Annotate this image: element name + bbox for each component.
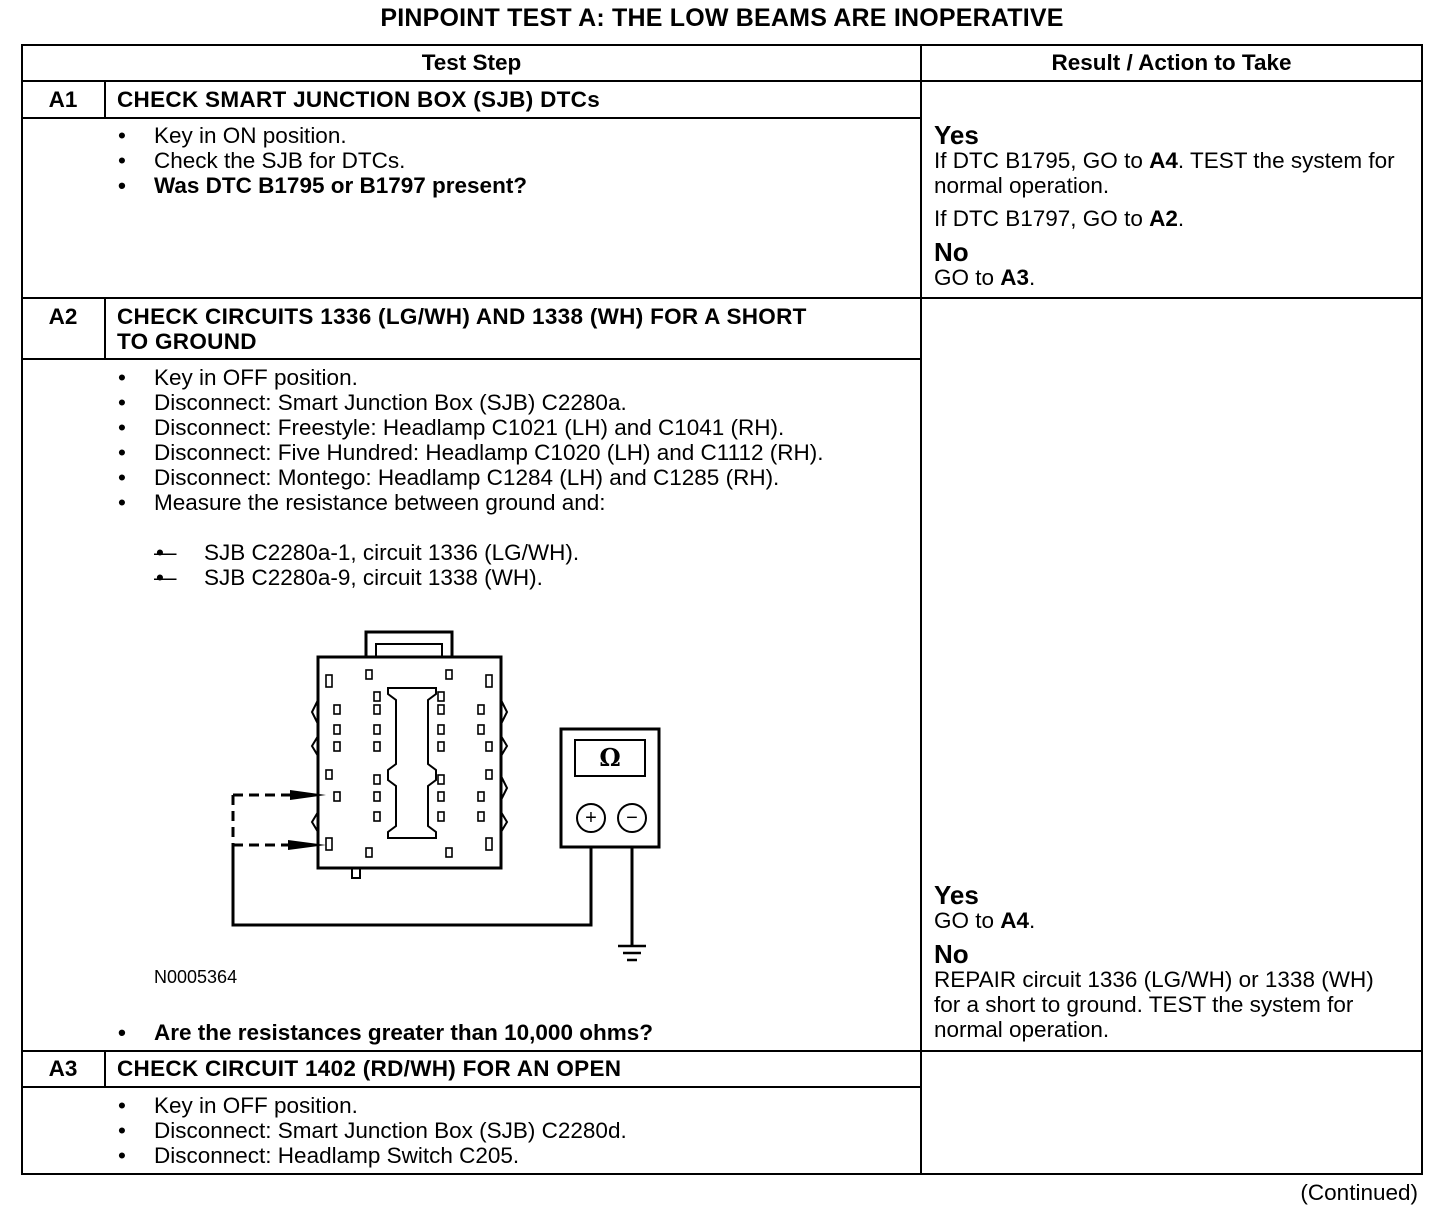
list-item: • Disconnect: Smart Junction Box (SJB) C2280a. (116, 390, 876, 415)
step-id-a3: A3 (48, 1056, 78, 1081)
row-divider (21, 297, 1423, 299)
step-id-divider (104, 80, 106, 118)
step-id-divider (104, 297, 106, 359)
step-a2-question (116, 1020, 653, 1045)
result-a2 (934, 882, 1404, 1042)
step-id-divider (104, 1050, 106, 1087)
sub-list-item: • — SJB C2280a-1, circuit 1336 (LG/WH). (154, 540, 579, 565)
step-a2-subitems (154, 540, 579, 590)
result-a1 (934, 122, 1404, 290)
list-item: • Disconnect: Freestyle: Headlamp C1021 (LH) and C1041 (RH). (116, 415, 876, 440)
step-heading-a1: CHECK SMART JUNCTION BOX (SJB) DTCs (117, 87, 601, 112)
list-item: • Key in OFF position. (116, 365, 876, 390)
no-label: No (934, 939, 969, 969)
sub-list-item: • — SJB C2280a-9, circuit 1338 (WH). (154, 565, 579, 590)
row-divider (21, 1050, 1423, 1052)
step-heading-a2-line1: CHECK CIRCUITS 1336 (LG/WH) AND 1338 (WH) FOR A SHORT (117, 304, 807, 329)
list-item: • Check the SJB for DTCs. (116, 148, 527, 173)
meter-minus-terminal: − (626, 807, 638, 829)
step-a3-instructions (116, 1093, 627, 1168)
column-header-result: Result / Action to Take (1051, 50, 1292, 75)
continued-note: (Continued) (1300, 1180, 1418, 1205)
column-divider (920, 44, 922, 1175)
step-heading-underline (21, 358, 922, 360)
list-item: • Disconnect: Montego: Headlamp C1284 (LH) and C1285 (RH). (116, 465, 876, 490)
no-action: GO to A3. (934, 265, 1036, 290)
step-a1-instructions (116, 123, 527, 198)
figure-id: N0005364 (154, 967, 238, 987)
yes-label: Yes (934, 120, 979, 150)
step-heading-underline (21, 117, 922, 119)
list-item-question: • Are the resistances greater than 10,000 ohms? (116, 1020, 653, 1045)
step-heading-underline (21, 1086, 922, 1088)
step-id-a2: A2 (48, 304, 78, 329)
yes-label: Yes (934, 880, 979, 910)
list-item: • Key in ON position. (116, 123, 527, 148)
list-item: • Key in OFF position. (116, 1093, 627, 1118)
step-heading-a2-line2: TO GROUND (117, 329, 257, 354)
meter-plus-terminal: + (585, 807, 597, 829)
yes-action-1: If DTC B1795, GO to A4. TEST the system for normal operation. (934, 148, 1395, 198)
list-item: • Disconnect: Headlamp Switch C205. (116, 1143, 627, 1168)
yes-action: GO to A4. (934, 908, 1036, 933)
list-item: • Measure the resistance between ground and: (116, 490, 876, 515)
connector-resistance-diagram (220, 622, 680, 972)
list-item: • Disconnect: Smart Junction Box (SJB) C2280d. (116, 1118, 627, 1143)
no-action: REPAIR circuit 1336 (LG/WH) or 1338 (WH) for a short to ground. TEST the system for normal operation. (934, 967, 1374, 1042)
step-heading-a3: CHECK CIRCUIT 1402 (RD/WH) FOR AN OPEN (117, 1056, 622, 1081)
column-header-test-step: Test Step (421, 50, 522, 75)
ohm-symbol: Ω (599, 743, 621, 772)
step-a2-instructions (116, 365, 876, 515)
list-item-question: • Was DTC B1795 or B1797 present? (116, 173, 527, 198)
yes-action-2: If DTC B1797, GO to A2. (934, 206, 1185, 231)
list-item: • Disconnect: Five Hundred: Headlamp C1020 (LH) and C1112 (RH). (116, 440, 854, 465)
step-id-a1: A1 (48, 87, 78, 112)
page-title: PINPOINT TEST A: THE LOW BEAMS ARE INOPERATIVE (380, 4, 1064, 32)
no-label: No (934, 237, 969, 267)
header-divider (21, 80, 1423, 82)
